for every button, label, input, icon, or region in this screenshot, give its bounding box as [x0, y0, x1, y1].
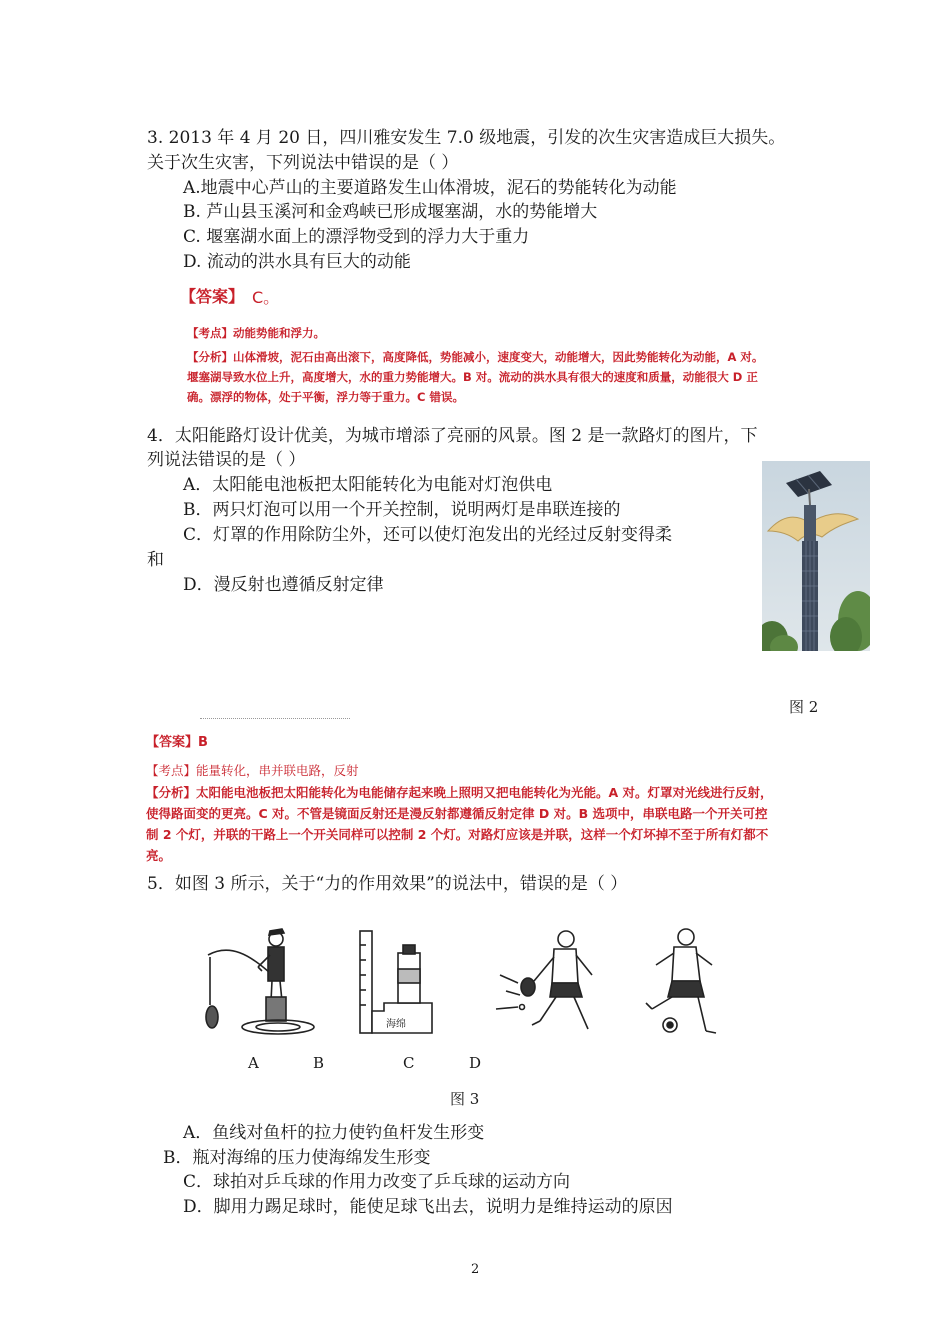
- q3-option-b: B. 芦山县玉溪河和金鸡峡已形成堰塞湖，水的势能增大: [183, 202, 598, 222]
- fig3-label-b: B: [313, 1054, 325, 1072]
- clipped-text-fragment: [200, 718, 350, 722]
- q3-fenxi-line1: 【分析】山体滑坡，泥石由高出滚下，高度降低，势能减小，速度变大，动能增大，因此势能转化为动能，A 对。: [187, 350, 764, 364]
- fig3-label-a: A: [248, 1054, 259, 1072]
- q4-fenxi-line4: 亮。: [146, 848, 172, 863]
- fisherman-illustration: [206, 929, 314, 1034]
- q3-option-d: D. 流动的洪水具有巨大的动能: [183, 252, 411, 272]
- q3-stem-line2: 关于次生灾害，下列说法中错误的是（ ）: [147, 153, 459, 173]
- q4-stem-line2: 列说法错误的是（ ）: [147, 450, 306, 470]
- soccer-player-illustration: [646, 929, 716, 1033]
- sponge-label: 海绵: [386, 1019, 406, 1030]
- q3-answer-tag: 【答案】: [180, 287, 245, 306]
- q4-fenxi-line3: 制 2 个灯，并联的干路上一个开关同样可以控制 2 个灯。对路灯应该是并联，这样一个灯坏掉不至于所有灯都不: [146, 827, 769, 842]
- q5-stem: 5．如图 3 所示，关于“力的作用效果”的说法中，错误的是（ ）: [147, 874, 628, 894]
- q4-option-d: D．漫反射也遵循反射定律: [183, 575, 384, 595]
- q3-option-a: A.地震中心芦山的主要道路发生山体滑坡，泥石的势能转化为动能: [183, 178, 677, 198]
- q4-option-a: A．太阳能电池板把太阳能转化为电能对灯泡供电: [183, 475, 553, 495]
- q5-option-a: A．鱼线对鱼杆的拉力使钓鱼杆发生形变: [183, 1123, 485, 1143]
- figure-3-caption: 图 3: [450, 1090, 480, 1108]
- bottle-on-sponge-illustration: [360, 931, 432, 1033]
- q4-stem-line1: 4．太阳能路灯设计优美，为城市增添了亮丽的风景。图 2 是一款路灯的图片，下: [147, 426, 758, 446]
- solar-street-lamp-photo: [762, 461, 870, 651]
- page-number: 2: [471, 1262, 480, 1277]
- fig3-label-d: D: [469, 1054, 482, 1072]
- q5-option-d: D．脚用力踢足球时，能使足球飞出去，说明力是维持运动的原因: [183, 1197, 673, 1217]
- fig3-label-c: C: [403, 1054, 415, 1072]
- figure-3-illustrations: [200, 925, 730, 1045]
- figure-2-caption: 图 2: [789, 698, 819, 716]
- q5-option-b: B．瓶对海绵的压力使海绵发生形变: [163, 1148, 431, 1168]
- q4-answer: 【答案】B: [146, 735, 208, 750]
- table-tennis-player-illustration: [496, 931, 592, 1029]
- q3-kaodian: 【考点】动能势能和浮力。: [187, 326, 325, 340]
- q3-option-c: C. 堰塞湖水面上的漂浮物受到的浮力大于重力: [183, 227, 530, 247]
- q4-option-c-cont: 和: [147, 550, 164, 570]
- q3-answer-value: C。: [252, 288, 280, 307]
- q3-fenxi-line2: 堰塞湖导致水位上升，高度增大，水的重力势能增大。B 对。流动的洪水具有很大的速度和质量，动能很大 D 正: [187, 370, 758, 384]
- q4-option-c: C．灯罩的作用除防尘外，还可以使灯泡发出的光经过反射变得柔: [183, 525, 673, 545]
- q4-kaodian: 【考点】能量转化，串并联电路，反射: [146, 763, 359, 778]
- q4-fenxi-line1: 【分析】太阳能电池板把太阳能转化为电能储存起来晚上照明又把电能转化为光能。A 对。灯罩对光线进行反射，: [146, 785, 773, 800]
- q5-option-c: C．球拍对乒乓球的作用力改变了乒乓球的运动方向: [183, 1172, 571, 1192]
- q4-option-b: B．两只灯泡可以用一个开关控制，说明两灯是串联连接的: [183, 500, 621, 520]
- q4-fenxi-line2: 使得路面变的更亮。C 对。不管是镜面反射还是漫反射都遵循反射定律 D 对。B 选项中，串联电路一个开关可控: [146, 806, 768, 821]
- q3-stem-line1: 3. 2013 年 4 月 20 日，四川雅安发生 7.0 级地震，引发的次生灾害造成巨大损失。: [147, 128, 786, 148]
- q3-fenxi-line3: 确。漂浮的物体，处于平衡，浮力等于重力。C 错误。: [187, 390, 464, 404]
